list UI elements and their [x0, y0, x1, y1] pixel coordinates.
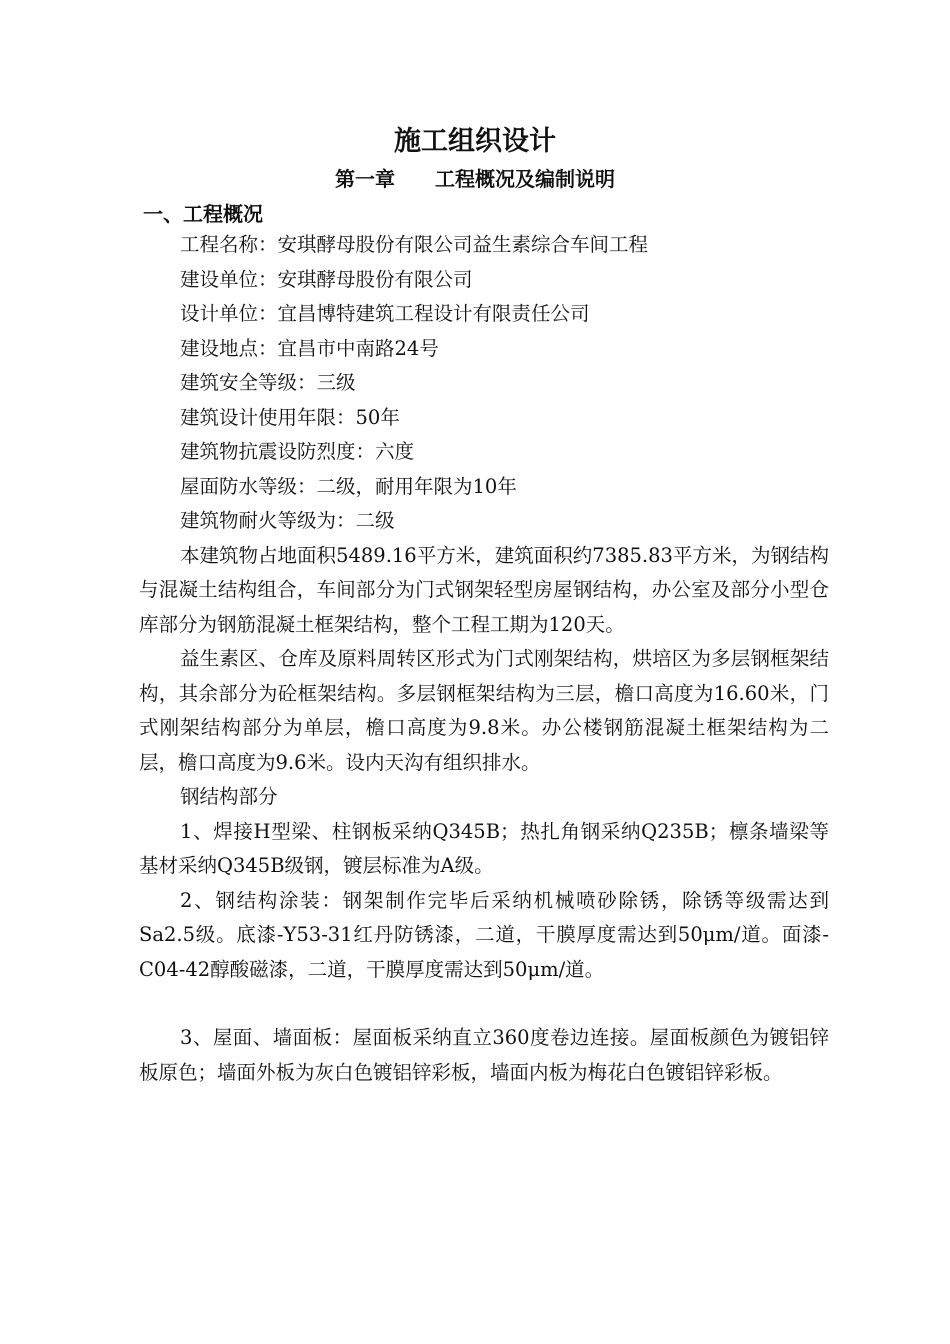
- paragraph-steel-heading: 钢结构部分: [180, 785, 278, 808]
- info-line-location: 建设地点：宜昌市中南路24号: [180, 336, 439, 360]
- section-heading: 一、工程概况: [143, 202, 263, 226]
- paragraph-gap: [139, 987, 829, 1021]
- paragraph-structure-forms: 益生素区、仓库及原料周转区形式为门式刚架结构，烘培区为多层钢框架结构，其余部分为砼框架结构。多层钢框架结构为三层，檐口高度为16.60米，门式刚架结构部分为单层，檐口高度为9.8米。办公楼钢筋混凝土框架结构为二层，檐口高度为9.6米。设内天沟有组织排水。: [139, 647, 829, 774]
- paragraph-steel-coating: 2、钢结构涂装：钢架制作完毕后采纳机械喷砂除锈，除锈等级需达到Sa2.5级。底漆-Y53-31红丹防锈漆，二道，干膜厚度需达到50μm/道。面漆-C04-42醇酸磁漆，二道，干膜厚度需达到50μm/道。: [139, 888, 829, 981]
- paragraph-steel-materials: 1、焊接H型梁、柱钢板采纳Q345B；热扎角钢采纳Q235B；檩条墙梁等基材采纳Q345B级钢，镀层标准为A级。: [139, 819, 829, 877]
- paragraph-roof-wall-panels: 3、屋面、墙面板：屋面板采纳直立360度卷边连接。屋面板颜色为镀铝锌板原色；墙面外板为灰白色镀铝锌彩板，墙面内板为梅花白色镀铝锌彩板。: [139, 1026, 829, 1084]
- chapter-title: 第一章 工程概况及编制说明: [335, 167, 615, 191]
- info-line-project-name: 工程名称：安琪酵母股份有限公司益生素综合车间工程: [180, 233, 649, 256]
- info-line-roof-waterproof: 屋面防水等级：二级，耐用年限为10年: [180, 474, 517, 498]
- paragraph-area-overview: 本建筑物占地面积5489.16平方米，建筑面积约7385.83平方米，为钢结构与混凝土结构组合，车间部分为门式钢架轻型房屋钢结构，办公室及部分小型仓库部分为钢筋混凝土框架结构，整个工程工期为120天。: [139, 543, 829, 636]
- info-line-designer: 设计单位：宜昌博特建筑工程设计有限责任公司: [180, 302, 590, 325]
- info-line-fire-resistance: 建筑物耐火等级为：二级: [180, 509, 395, 532]
- document-title: 施工组织设计: [394, 126, 556, 157]
- info-line-safety-grade: 建筑安全等级：三级: [180, 371, 356, 394]
- document-body: [139, 228, 829, 1090]
- info-line-service-life: 建筑设计使用年限：50年: [180, 405, 400, 429]
- info-line-seismic-intensity: 建筑物抗震设防烈度：六度: [180, 440, 415, 463]
- info-line-owner: 建设单位：安琪酵母股份有限公司: [180, 267, 473, 291]
